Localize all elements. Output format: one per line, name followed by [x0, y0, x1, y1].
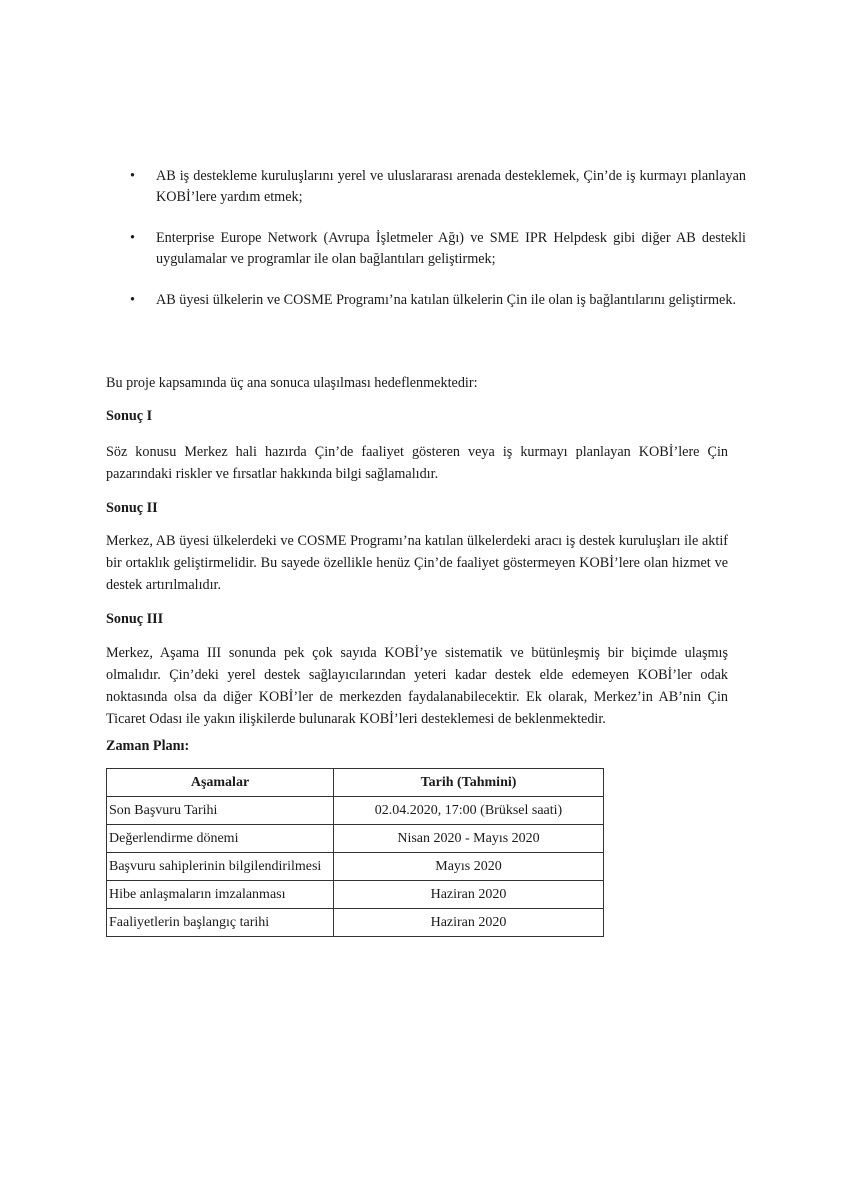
table-row: [107, 853, 604, 881]
phase-cell: Faaliyetlerin başlangıç tarihi: [107, 909, 334, 937]
date-cell: Haziran 2020: [334, 881, 604, 909]
schedule-heading: Zaman Planı:: [106, 738, 190, 754]
bullet-icon: •: [130, 230, 135, 246]
result-1-text: Söz konusu Merkez hali hazırda Çin’de faaliyet gösteren veya iş kurmayı planlayan KOBİ’lere Çin pazarındaki riskler ve fırsatlar hakkında bilgi sağlamalıdır.: [106, 444, 728, 482]
table-row: [107, 825, 604, 853]
phase-cell: Başvuru sahiplerinin bilgilendirilmesi: [107, 853, 334, 881]
phase-cell: Son Başvuru Tarihi: [107, 797, 334, 825]
bullet-icon: •: [130, 292, 135, 308]
date-cell: 02.04.2020, 17:00 (Brüksel saati): [334, 797, 604, 825]
table-row: [107, 909, 604, 937]
table-header-row: [107, 769, 604, 797]
phase-cell: Değerlendirme dönemi: [107, 825, 334, 853]
objectives-list: [106, 166, 746, 331]
schedule-table: [106, 768, 604, 937]
column-header-date: Tarih (Tahmini): [334, 769, 604, 797]
objective-item: [106, 228, 746, 270]
objective-text: AB üyesi ülkelerin ve COSME Programı’na katılan ülkelerin Çin ile olan iş bağlantılarını geliştirmek.: [156, 292, 736, 308]
result-3-text: Merkez, Aşama III sonunda pek çok sayıda KOBİ’ye sistematik ve bütünleşmiş bir biçimde ulaşmış olmalıdır. Çin’deki yerel destek sağlayıcılarından yeteri kadar destek elde edemeyen KOBİ’ler odak noktasında olsa da diğer KOBİ’ler de merkezden faydalanabilecektir. Ek olarak, Merkez’in AB’nin Çin Ticaret Odası ile yakın ilişkilerde bulunarak KOBİ’leri desteklemesi de beklenmektedir.: [106, 645, 728, 727]
date-cell: Mayıs 2020: [334, 853, 604, 881]
result-2-heading: Sonuç II: [106, 500, 158, 516]
column-header-phases: Aşamalar: [107, 769, 334, 797]
table-row: [107, 797, 604, 825]
table-row: [107, 881, 604, 909]
objective-text: AB iş destekleme kuruluşlarını yerel ve uluslararası arenada desteklemek, Çin’de iş kurmayı planlayan KOBİ’lere yardım etmek;: [156, 168, 746, 205]
result-1-heading: Sonuç I: [106, 408, 153, 424]
date-cell: Nisan 2020 - Mayıs 2020: [334, 825, 604, 853]
result-3-heading: Sonuç III: [106, 611, 164, 627]
objective-item: [106, 290, 746, 311]
intro-paragraph: Bu proje kapsamında üç ana sonuca ulaşılması hedeflenmektedir:: [106, 375, 478, 391]
result-2-text: Merkez, AB üyesi ülkelerdeki ve COSME Programı’na katılan ülkelerdeki aracı iş destek kuruluşları ile aktif bir ortaklık geliştirmelidir. Bu sayede özellikle henüz Çin’de faaliyet göstermeyen KOBİ’lere olan hizmet ve destek artırılmalıdır.: [106, 533, 728, 593]
date-cell: Haziran 2020: [334, 909, 604, 937]
objective-item: [106, 166, 746, 208]
bullet-icon: •: [130, 168, 135, 184]
phase-cell: Hibe anlaşmaların imzalanması: [107, 881, 334, 909]
objective-text: Enterprise Europe Network (Avrupa İşletmeler Ağı) ve SME IPR Helpdesk gibi diğer AB destekli uygulamalar ve programlar ile olan bağlantıları geliştirmek;: [156, 230, 746, 267]
